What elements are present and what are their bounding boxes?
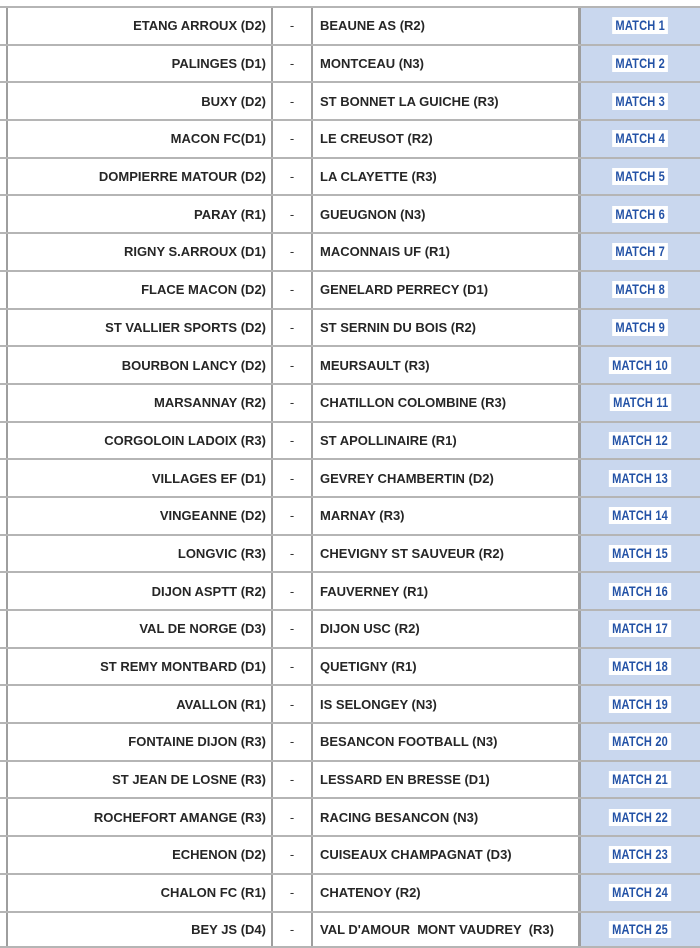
away-team: GEVREY CHAMBERTIN (D2) — [320, 471, 575, 486]
match-link[interactable]: MATCH 21 — [609, 771, 671, 788]
match-link[interactable]: MATCH 16 — [609, 583, 671, 600]
match-link[interactable]: MATCH 19 — [609, 696, 671, 713]
column-divider — [311, 83, 313, 119]
match-link[interactable]: MATCH 12 — [609, 432, 671, 449]
home-team: CHALON FC (R1) — [8, 885, 266, 900]
match-cell — [581, 649, 700, 685]
versus-separator: - — [273, 94, 311, 109]
home-team: DIJON ASPTT (R2) — [8, 584, 266, 599]
home-team: CORGOLOIN LADOIX (R3) — [8, 433, 266, 448]
column-divider — [311, 310, 313, 346]
column-divider — [311, 347, 313, 383]
fixture-row — [0, 571, 700, 609]
fixture-row — [0, 873, 700, 911]
versus-separator: - — [273, 207, 311, 222]
home-team: AVALLON (R1) — [8, 697, 266, 712]
versus-separator: - — [273, 734, 311, 749]
match-cell — [581, 837, 700, 873]
match-link[interactable]: MATCH 9 — [612, 319, 668, 336]
match-link[interactable]: MATCH 10 — [609, 357, 671, 374]
versus-separator: - — [273, 659, 311, 674]
versus-separator: - — [273, 320, 311, 335]
versus-separator: - — [273, 546, 311, 561]
home-team: DOMPIERRE MATOUR (D2) — [8, 169, 266, 184]
away-team: RACING BESANCON (N3) — [320, 810, 575, 825]
match-cell — [581, 159, 700, 195]
away-team: LA CLAYETTE (R3) — [320, 169, 575, 184]
home-team: MARSANNAY (R2) — [8, 395, 266, 410]
away-team: MONTCEAU (N3) — [320, 56, 575, 71]
versus-separator: - — [273, 131, 311, 146]
versus-separator: - — [273, 508, 311, 523]
match-link[interactable]: MATCH 1 — [612, 17, 668, 34]
column-divider — [311, 573, 313, 609]
column-divider — [311, 460, 313, 496]
home-team: ST JEAN DE LOSNE (R3) — [8, 772, 266, 787]
column-divider — [311, 875, 313, 911]
match-cell — [581, 385, 700, 421]
away-team: LESSARD EN BRESSE (D1) — [320, 772, 575, 787]
column-divider — [311, 8, 313, 44]
column-divider — [311, 536, 313, 572]
fixture-row — [0, 647, 700, 685]
column-divider — [311, 611, 313, 647]
fixture-row — [0, 232, 700, 270]
match-cell — [581, 498, 700, 534]
away-team: MACONNAIS UF (R1) — [320, 244, 575, 259]
column-divider — [311, 423, 313, 459]
column-divider — [311, 46, 313, 82]
versus-separator: - — [273, 847, 311, 862]
column-divider — [311, 913, 313, 947]
fixture-row — [0, 383, 700, 421]
fixture-row — [0, 684, 700, 722]
match-cell — [581, 762, 700, 798]
match-link[interactable]: MATCH 3 — [612, 93, 668, 110]
match-link[interactable]: MATCH 18 — [609, 658, 671, 675]
away-team: ST APOLLINAIRE (R1) — [320, 433, 575, 448]
match-cell — [581, 875, 700, 911]
match-cell — [581, 799, 700, 835]
column-divider — [311, 686, 313, 722]
match-link[interactable]: MATCH 22 — [609, 809, 671, 826]
fixture-row — [0, 835, 700, 873]
fixture-row — [0, 911, 700, 948]
match-link[interactable]: MATCH 14 — [609, 507, 671, 524]
home-team: VILLAGES EF (D1) — [8, 471, 266, 486]
away-team: BEAUNE AS (R2) — [320, 18, 575, 33]
versus-separator: - — [273, 433, 311, 448]
away-team: VAL D'AMOUR MONT VAUDREY (R3) — [320, 922, 575, 937]
fixture-row — [0, 722, 700, 760]
match-link[interactable]: MATCH 11 — [610, 394, 672, 411]
away-team: GENELARD PERRECY (D1) — [320, 282, 575, 297]
fixture-row — [0, 534, 700, 572]
home-team: ST REMY MONTBARD (D1) — [8, 659, 266, 674]
home-team: BUXY (D2) — [8, 94, 266, 109]
fixture-row — [0, 6, 700, 44]
away-team: LE CREUSOT (R2) — [320, 131, 575, 146]
match-cell — [581, 611, 700, 647]
match-cell — [581, 46, 700, 82]
home-team: ECHENON (D2) — [8, 847, 266, 862]
match-cell — [581, 347, 700, 383]
fixture-row — [0, 194, 700, 232]
match-cell — [581, 913, 700, 947]
home-team: BOURBON LANCY (D2) — [8, 358, 266, 373]
match-link[interactable]: MATCH 17 — [609, 620, 671, 637]
versus-separator: - — [273, 56, 311, 71]
fixture-row — [0, 609, 700, 647]
match-cell — [581, 573, 700, 609]
versus-separator: - — [273, 922, 311, 937]
match-cell — [581, 272, 700, 308]
match-cell — [581, 724, 700, 760]
fixture-row — [0, 157, 700, 195]
match-cell — [581, 536, 700, 572]
fixture-row — [0, 760, 700, 798]
fixture-row — [0, 345, 700, 383]
match-link[interactable]: MATCH 15 — [609, 545, 671, 562]
match-cell — [581, 310, 700, 346]
match-cell — [581, 121, 700, 157]
match-cell — [581, 234, 700, 270]
away-team: MEURSAULT (R3) — [320, 358, 575, 373]
home-team: VAL DE NORGE (D3) — [8, 621, 266, 636]
versus-separator: - — [273, 169, 311, 184]
match-cell — [581, 8, 700, 44]
column-divider — [311, 799, 313, 835]
away-team: CHEVIGNY ST SAUVEUR (R2) — [320, 546, 575, 561]
match-link[interactable]: MATCH 2 — [612, 55, 668, 72]
home-team: BEY JS (D4) — [8, 922, 266, 937]
home-team: RIGNY S.ARROUX (D1) — [8, 244, 266, 259]
fixture-row — [0, 421, 700, 459]
versus-separator: - — [273, 18, 311, 33]
home-team: VINGEANNE (D2) — [8, 508, 266, 523]
versus-separator: - — [273, 772, 311, 787]
home-team: PARAY (R1) — [8, 207, 266, 222]
column-divider — [311, 234, 313, 270]
versus-separator: - — [273, 395, 311, 410]
match-link[interactable]: MATCH 6 — [612, 206, 668, 223]
column-divider — [311, 724, 313, 760]
fixture-row — [0, 44, 700, 82]
versus-separator: - — [273, 584, 311, 599]
away-team: IS SELONGEY (N3) — [320, 697, 575, 712]
fixture-row — [0, 270, 700, 308]
away-team: MARNAY (R3) — [320, 508, 575, 523]
versus-separator: - — [273, 471, 311, 486]
home-team: ST VALLIER SPORTS (D2) — [8, 320, 266, 335]
fixture-row — [0, 308, 700, 346]
versus-separator: - — [273, 282, 311, 297]
match-link[interactable]: MATCH 7 — [612, 243, 668, 260]
away-team: ST SERNIN DU BOIS (R2) — [320, 320, 575, 335]
away-team: DIJON USC (R2) — [320, 621, 575, 636]
match-link[interactable]: MATCH 5 — [612, 168, 668, 185]
match-link[interactable]: MATCH 23 — [609, 846, 671, 863]
home-team: MACON FC(D1) — [8, 131, 266, 146]
away-team: FAUVERNEY (R1) — [320, 584, 575, 599]
away-team: CHATENOY (R2) — [320, 885, 575, 900]
home-team: LONGVIC (R3) — [8, 546, 266, 561]
versus-separator: - — [273, 810, 311, 825]
versus-separator: - — [273, 885, 311, 900]
column-divider — [311, 498, 313, 534]
fixture-row — [0, 458, 700, 496]
match-link[interactable]: MATCH 20 — [609, 733, 671, 750]
match-link[interactable]: MATCH 24 — [609, 884, 671, 901]
match-link[interactable]: MATCH 4 — [612, 130, 668, 147]
versus-separator: - — [273, 621, 311, 636]
column-divider — [311, 272, 313, 308]
match-cell — [581, 460, 700, 496]
column-divider — [311, 159, 313, 195]
versus-separator: - — [273, 697, 311, 712]
home-team: FONTAINE DIJON (R3) — [8, 734, 266, 749]
column-divider — [311, 196, 313, 232]
home-team: ROCHEFORT AMANGE (R3) — [8, 810, 266, 825]
column-divider — [311, 762, 313, 798]
away-team: QUETIGNY (R1) — [320, 659, 575, 674]
fixture-row — [0, 119, 700, 157]
away-team: GUEUGNON (N3) — [320, 207, 575, 222]
fixture-row — [0, 496, 700, 534]
column-divider — [311, 121, 313, 157]
column-divider — [311, 385, 313, 421]
versus-separator: - — [273, 358, 311, 373]
away-team: BESANCON FOOTBALL (N3) — [320, 734, 575, 749]
home-team: PALINGES (D1) — [8, 56, 266, 71]
away-team: CUISEAUX CHAMPAGNAT (D3) — [320, 847, 575, 862]
match-link[interactable]: MATCH 13 — [609, 470, 671, 487]
fixture-row — [0, 81, 700, 119]
match-link[interactable]: MATCH 8 — [612, 281, 668, 298]
match-cell — [581, 83, 700, 119]
home-team: FLACE MACON (D2) — [8, 282, 266, 297]
column-divider — [311, 649, 313, 685]
match-cell — [581, 423, 700, 459]
away-team: ST BONNET LA GUICHE (R3) — [320, 94, 575, 109]
match-link[interactable]: MATCH 25 — [609, 921, 671, 938]
versus-separator: - — [273, 244, 311, 259]
column-divider — [311, 837, 313, 873]
home-team: ETANG ARROUX (D2) — [8, 18, 266, 33]
match-cell — [581, 196, 700, 232]
match-cell — [581, 686, 700, 722]
fixtures-table — [0, 6, 700, 948]
fixture-row — [0, 797, 700, 835]
away-team: CHATILLON COLOMBINE (R3) — [320, 395, 575, 410]
